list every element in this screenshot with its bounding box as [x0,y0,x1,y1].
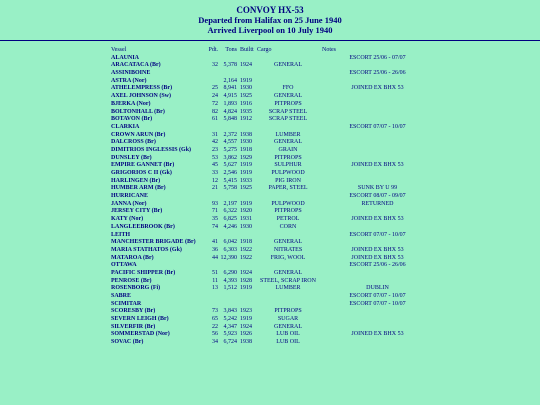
tons-cell: 2,164 [223,77,237,84]
pdt-cell: 13 [212,285,218,292]
vessel-cell: ASTRA (Nor) [111,77,147,84]
tons-cell: 5,242 [223,316,237,323]
tons-cell: 2,546 [223,170,237,176]
table-body [0,55,540,347]
table-row [0,316,540,324]
built-cell: 1919 [240,316,252,323]
convoy-title: CONVOY HX-53 [236,5,304,15]
tons-cell: 1,893 [223,100,237,107]
vessel-cell: LEITH [111,231,131,238]
vessel-cell: SEVERN LEIGH (Br) [111,316,169,323]
vessel-cell: HUMBER ARM (Br) [111,185,166,192]
table-row [0,324,540,332]
pdt-cell: 22 [212,323,218,330]
built-cell: 1938 [240,339,252,346]
cargo-cell: PIG IRON [275,177,301,184]
notes-cell: ESCORT 25/06 - 26/06 [349,262,406,269]
vessel-cell: BOTAVON (Br) [111,116,153,123]
col-header-notes: Notes [322,47,336,53]
table-row [0,124,540,132]
notes-cell: ESCORT 07/07 - 10/07 [349,123,406,130]
vessel-cell: DIMITRIOS INGLESSIS (Gk) [111,146,192,153]
notes-cell: ESCORT 07/07 - 10/07 [349,300,406,307]
vessel-cell: DALCROSS (Br) [111,139,156,146]
vessel-cell: ALAUNIA [111,54,140,61]
built-cell: 1919 [240,162,252,169]
built-cell: 1923 [240,308,252,315]
built-cell: 1920 [240,208,252,215]
tons-cell: 2,197 [223,200,237,207]
built-cell: 1935 [240,108,252,115]
built-cell: 1926 [240,331,252,338]
tons-cell: 4,347 [223,323,237,330]
built-cell: 1928 [240,277,252,284]
table-row [0,247,540,255]
table-row [0,193,540,201]
pdt-cell: 73 [212,308,218,315]
vessel-cell: JERSEY CITY (Br) [111,208,163,215]
notes-cell: JOINED EX BHX 53 [351,331,404,338]
table-row [0,208,540,216]
built-cell: 1930 [240,85,252,92]
built-cell: 1925 [240,93,252,100]
built-cell: 1919 [240,285,252,292]
pdt-cell: 93 [212,200,218,207]
vessel-cell: BOLTONHALL (Br) [111,108,165,115]
convoy-table [0,47,540,347]
tons-cell: 12,390 [220,254,237,261]
page-header [0,0,540,35]
table-row [0,147,540,155]
vessel-cell: SCORESBY (Br) [111,308,156,315]
tons-cell: 6,724 [223,339,237,346]
cargo-cell: FFO [282,85,294,92]
built-cell: 1929 [240,154,252,161]
cargo-cell: PAPER, STEEL [268,185,308,192]
notes-cell: JOINED EX BHX 53 [351,246,404,253]
vessel-cell: PENROSE (Br) [111,277,152,284]
table-row [0,270,540,278]
built-cell: 1922 [240,246,252,253]
notes-cell: JOINED EX BHX 53 [351,254,404,261]
table-header-row [0,47,540,55]
cargo-cell: GENERAL [274,139,302,146]
table-row [0,239,540,247]
table-row [0,185,540,193]
table-row [0,139,540,147]
notes-cell: RETURNED [361,200,394,207]
tons-cell: 5,275 [223,146,237,153]
notes-cell: DUBLIN [366,285,389,292]
cargo-cell: PETROL [276,216,300,223]
cargo-cell: SUGAR [277,316,299,323]
cargo-cell: LUB OIL [276,339,300,346]
tons-cell: 6,042 [223,239,237,246]
vessel-cell: SOVAC (Br) [111,339,144,346]
pdt-cell: 53 [212,154,218,161]
vessel-cell: SCIMITAR [111,300,142,307]
tons-cell: 5,415 [223,177,237,184]
tons-cell: 5,627 [223,162,237,169]
built-cell: 1933 [240,177,252,184]
pdt-cell: 33 [212,170,218,176]
vessel-cell: MANCHESTER BRIGADE (Br) [111,239,196,246]
pdt-cell: 56 [212,331,218,338]
pdt-cell: 11 [212,277,218,284]
tons-cell: 3,862 [223,154,237,161]
vessel-cell: CLARKIA [111,123,140,130]
built-cell: 1924 [240,62,252,69]
vessel-cell: CROWN ARUN (Br) [111,131,166,138]
tons-cell: 1,512 [223,285,237,292]
cargo-cell: PITPROPS [274,100,302,107]
vessel-cell: HURRICANE [111,193,149,200]
table-row [0,278,540,286]
cargo-cell: GENERAL [274,269,302,276]
vessel-cell: LANGLEEBROOK (Br) [111,223,175,230]
built-cell: 1919 [240,170,252,176]
cargo-cell: PITPROPS [274,208,302,215]
pdt-cell: 45 [212,162,218,169]
vessel-cell: ROSENBORG (Fi) [111,285,161,292]
tons-cell: 6,303 [223,246,237,253]
built-cell: 1918 [240,239,252,246]
notes-cell: JOINED EX BHX 53 [351,216,404,223]
pdt-cell: 44 [212,254,218,261]
cargo-cell: SCRAP STEEL [268,116,308,123]
pdt-cell: 41 [212,239,218,246]
arrived-line: Arrived Liverpool on 10 July 1940 [207,25,333,35]
col-header-cargo: Cargo [257,47,272,53]
vessel-cell: ASSINIBOINE [111,70,151,77]
built-cell: 1931 [240,216,252,223]
cargo-cell: LUB OIL [276,331,300,338]
table-row [0,101,540,109]
table-row [0,262,540,270]
table-row [0,339,540,347]
tons-cell: 4,557 [223,139,237,146]
vessel-cell: KATY (Nor) [111,216,144,223]
cargo-cell: STEEL, SCRAP IRON [260,277,316,284]
notes-cell: SUNK BY U 99 [357,185,398,192]
cargo-cell: LUMBER [275,285,301,292]
pdt-cell: 82 [212,108,218,115]
cargo-cell: GENERAL [274,323,302,330]
vessel-cell: SILVERFIR (Br) [111,323,156,330]
cargo-cell: SCRAP STEEL [268,108,308,115]
vessel-cell: SABRE [111,293,132,299]
built-cell: 1919 [240,77,252,84]
pdt-cell: 31 [212,131,218,138]
cargo-cell: GENERAL [274,93,302,100]
notes-cell: ESCORT 25/06 - 07/07 [349,54,406,61]
notes-cell: ESCORT 08/07 - 09/07 [349,193,406,200]
tons-cell: 6,825 [223,216,237,223]
pdt-cell: 32 [212,62,218,69]
col-header-built: Builtt [240,47,254,53]
cargo-cell: PULPWOOD [271,170,305,176]
pdt-cell: 72 [212,100,218,107]
vessel-cell: PACIFIC SHIPPER (Br) [111,269,176,276]
vessel-cell: ATHELEMPRESS (Br) [111,85,173,92]
table-row [0,78,540,86]
tons-cell: 5,758 [223,185,237,192]
tons-cell: 2,372 [223,131,237,138]
col-header-vessel: Vessel [111,47,127,53]
departed-line: Departed from Halifax on 25 June 1940 [198,15,342,25]
table-row [0,132,540,140]
cargo-cell: PULPWOOD [271,200,305,207]
built-cell: 1916 [240,100,252,107]
cargo-cell: PITPROPS [274,154,302,161]
header-divider [0,40,540,41]
cargo-cell: SULPHUR [274,162,302,169]
pdt-cell: 42 [212,139,218,146]
vessel-cell: SOMMERSTAD (Nor) [111,331,170,338]
pdt-cell: 61 [212,116,218,123]
table-row [0,216,540,224]
pdt-cell: 51 [212,269,218,276]
built-cell: 1938 [240,131,252,138]
table-row [0,155,540,163]
tons-cell: 4,824 [223,108,237,115]
table-row [0,224,540,232]
pdt-cell: 24 [212,93,218,100]
tons-cell: 4,246 [223,223,237,230]
vessel-cell: MATAROA (Br) [111,254,154,261]
built-cell: 1924 [240,323,252,330]
table-row [0,285,540,293]
pdt-cell: 36 [212,246,218,253]
pdt-cell: 71 [212,208,218,215]
built-cell: 1912 [240,116,252,123]
table-row [0,293,540,301]
tons-cell: 5,923 [223,331,237,338]
col-header-pdt: Pdt. [208,47,218,53]
table-row [0,232,540,240]
cargo-cell: GENERAL [274,239,302,246]
built-cell: 1918 [240,146,252,153]
table-row [0,331,540,339]
built-cell: 1930 [240,223,252,230]
built-cell: 1930 [240,139,252,146]
pdt-cell: 21 [212,185,218,192]
vessel-cell: HARLINGEN (Br) [111,177,161,184]
cargo-cell: FRIG, WOOL [270,254,306,261]
built-cell: 1922 [240,254,252,261]
cargo-cell: LUMBER [275,131,301,138]
built-cell: 1925 [240,185,252,192]
table-row [0,116,540,124]
pdt-cell: 34 [212,339,218,346]
pdt-cell: 25 [212,85,218,92]
vessel-cell: EMPIRE GANNET (Br) [111,162,175,169]
cargo-cell: GENERAL [274,62,302,69]
pdt-cell: 12 [212,177,218,184]
table-row [0,170,540,178]
pdt-cell: 35 [212,216,218,223]
vessel-cell: DUNSLEY (Br) [111,154,152,161]
table-row [0,301,540,309]
pdt-cell: 23 [212,146,218,153]
vessel-cell: BJERKA (Nor) [111,100,151,107]
table-row [0,70,540,78]
cargo-cell: NITRATES [273,246,303,253]
vessel-cell: ARACATACA (Br) [111,62,161,69]
table-row [0,178,540,186]
tons-cell: 5,848 [223,116,237,123]
vessel-cell: AXEL JOHNSON (Sw) [111,93,172,100]
table-row [0,55,540,63]
tons-cell: 6,290 [223,269,237,276]
tons-cell: 8,941 [223,85,237,92]
table-row [0,162,540,170]
cargo-cell: GRAIN [278,146,298,153]
notes-cell: ESCORT 07/07 - 10/07 [349,231,406,238]
table-row [0,255,540,263]
table-row [0,62,540,70]
vessel-cell: MARIA STATHATOS (Gk) [111,246,182,253]
table-row [0,85,540,93]
tons-cell: 4,393 [223,277,237,284]
tons-cell: 6,322 [223,208,237,215]
vessel-cell: GRIGORIOS C II (Gk) [111,170,172,176]
tons-cell: 5,378 [223,62,237,69]
built-cell: 1924 [240,269,252,276]
notes-cell: JOINED EX BHX 53 [351,162,404,169]
table-row [0,109,540,117]
built-cell: 1919 [240,200,252,207]
pdt-cell: 65 [212,316,218,323]
col-header-tons: Tons [225,47,237,53]
notes-cell: ESCORT 25/06 - 26/06 [349,70,406,77]
vessel-cell: JANNA (Nor) [111,200,147,207]
tons-cell: 3,843 [223,308,237,315]
vessel-cell: OTTAWA [111,262,137,269]
table-row [0,201,540,209]
cargo-cell: CORN [279,223,297,230]
pdt-cell: 74 [212,223,218,230]
notes-cell: ESCORT 07/07 - 10/07 [349,293,406,299]
table-row [0,93,540,101]
notes-cell: JOINED EX BHX 53 [351,85,404,92]
table-row [0,308,540,316]
tons-cell: 4,915 [223,93,237,100]
cargo-cell: PITPROPS [274,308,302,315]
